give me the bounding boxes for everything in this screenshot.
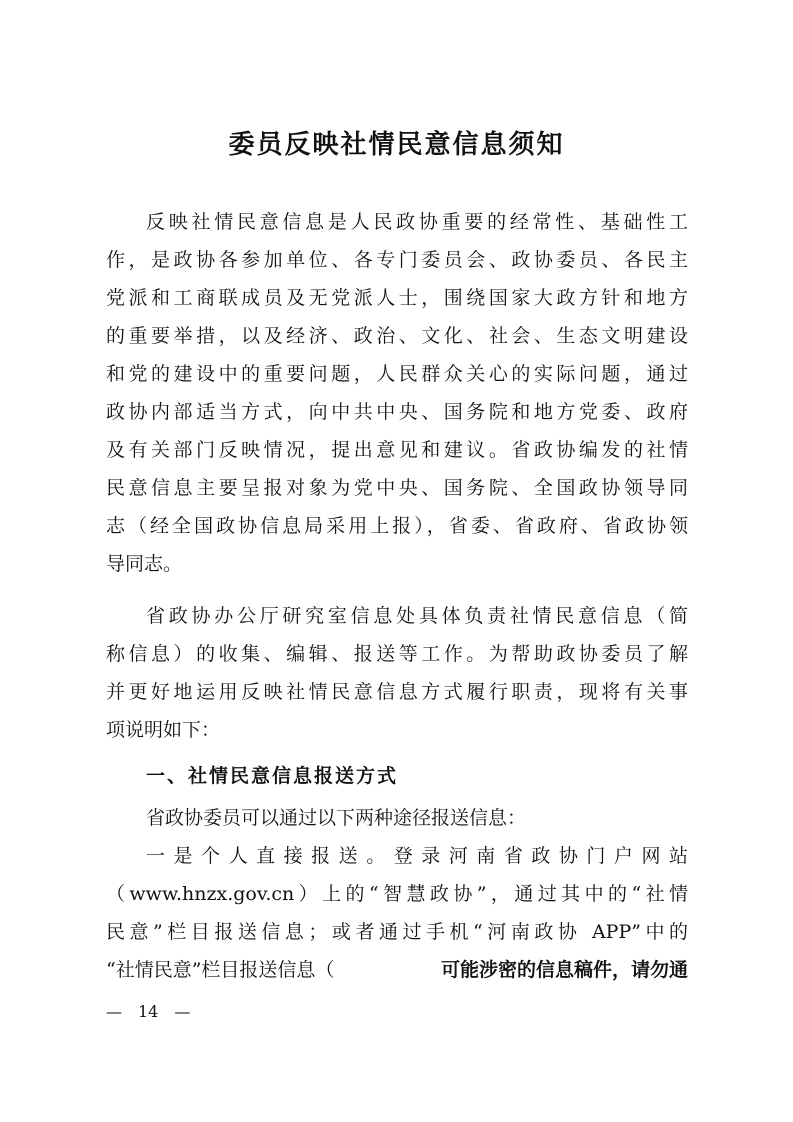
body-line: 省政协委员可以通过以下两种途径报送信息： — [146, 807, 527, 829]
section-heading: 一、社情民意信息报送方式 — [146, 765, 399, 787]
document-title: 委员反映社情民意信息须知 — [228, 130, 565, 160]
body-line: 反映社情民意信息是人民政协重要的经常性、基础性工 — [146, 211, 688, 233]
body-line: 项说明如下： — [106, 719, 221, 741]
body-line: 称信息）的收集、编辑、报送等工作。为帮助政协委员了解 — [106, 643, 688, 665]
body-line: 政协内部适当方式，向中共中央、国务院和地方党委、政府 — [106, 401, 688, 423]
body-line: 民意”栏目报送信息；或者通过手机“河南政协 APP”中的 — [106, 921, 688, 943]
body-line: 民意信息主要呈报对象为党中央、国务院、全国政协领导同 — [106, 477, 688, 499]
body-line: 的重要举措，以及经济、政治、文化、社会、生态文明建设 — [106, 325, 688, 347]
body-line: 党派和工商联成员及无党派人士，围绕国家大政方针和地方 — [106, 287, 688, 309]
body-line: 省政协办公厅研究室信息处具体负责社情民意信息（简 — [146, 605, 688, 627]
body-line: 志（经全国政协信息局采用上报），省委、省政府、省政协领 — [106, 515, 688, 537]
body-line: （www.hnzx.gov.cn）上的“智慧政协”，通过其中的“社情 — [106, 883, 688, 905]
body-line: 及有关部门反映情况，提出意见和建议。省政协编发的社情 — [106, 439, 688, 461]
body-line: 和党的建设中的重要问题，人民群众关心的实际问题，通过 — [106, 363, 688, 385]
body-text-normal: “社情民意”栏目报送信息（ — [106, 959, 335, 981]
body-line: 并更好地运用反映社情民意信息方式履行职责，现将有关事 — [106, 681, 688, 703]
body-line: 作，是政协各参加单位、各专门委员会、政协委员、各民主 — [106, 249, 688, 271]
body-line-mixed — [106, 955, 688, 985]
body-line: 一是个人直接报送。登录河南省政协门户网站 — [146, 845, 688, 867]
body-text-bold: 可能涉密的信息稿件，请勿通 — [440, 959, 688, 981]
page-number: — 14 — — [106, 1002, 191, 1021]
body-line: 导同志。 — [106, 553, 183, 575]
